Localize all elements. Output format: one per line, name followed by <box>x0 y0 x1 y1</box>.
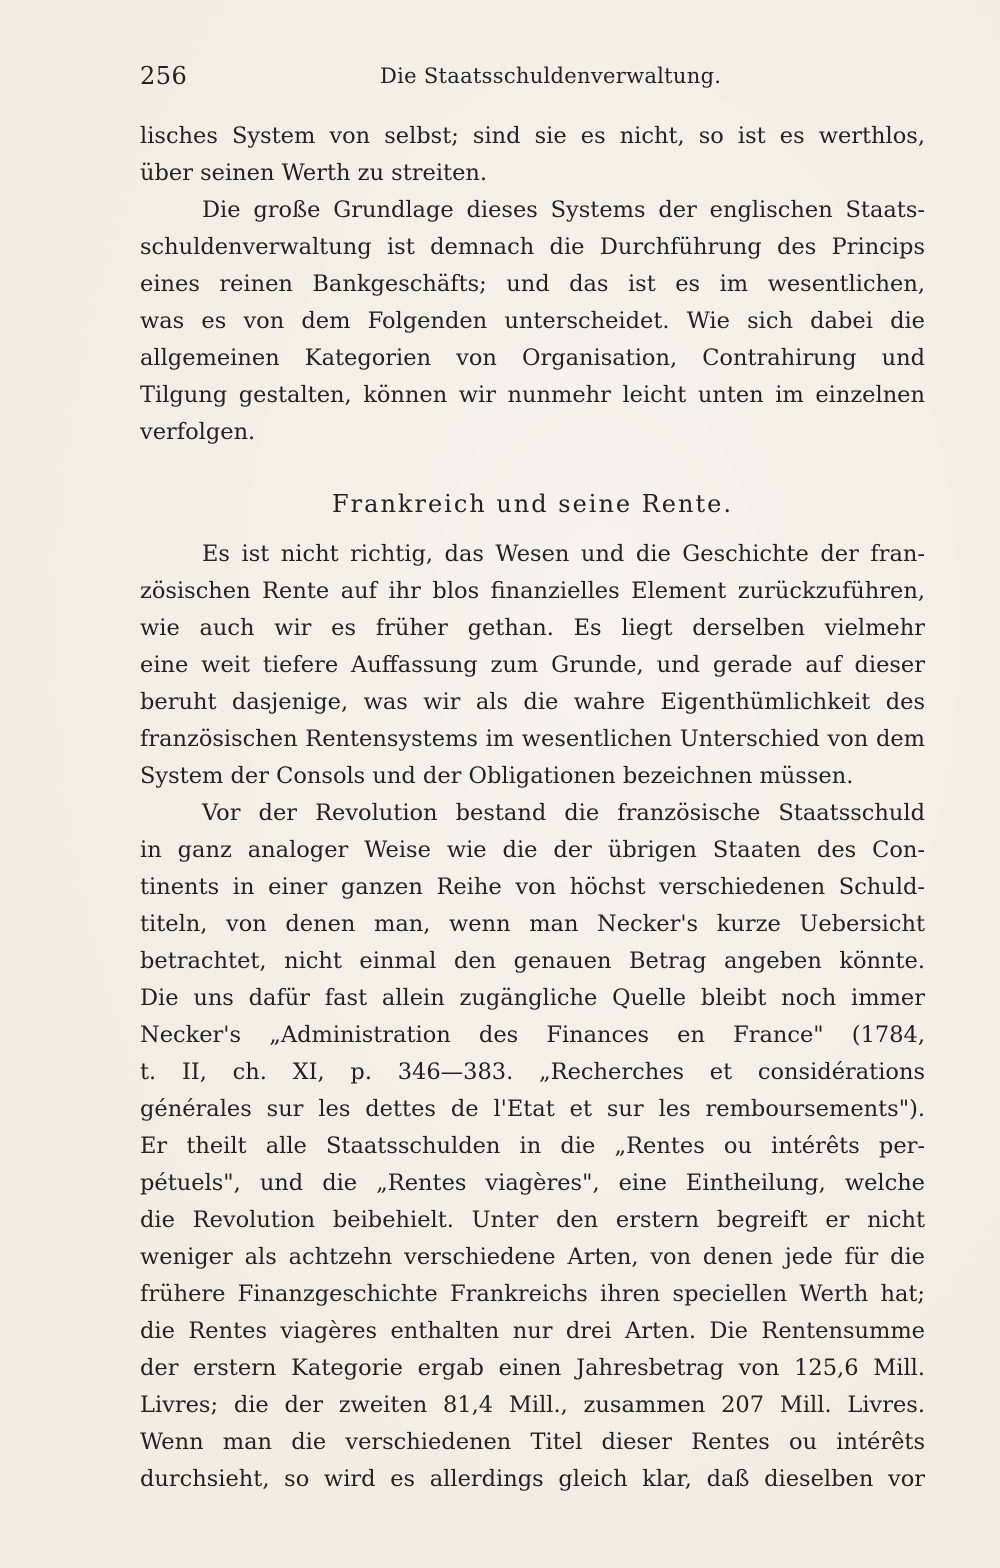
body-text <box>140 118 925 1498</box>
text-line: Vor der Revolution bestand die französische Staatsschuld <box>202 800 925 826</box>
paragraph <box>140 536 925 795</box>
text-line: die Revolution beibehielt. Unter den erstern begreift er nicht <box>140 1207 925 1233</box>
text-line: wie auch wir es früher gethan. Es liegt derselben vielmehr <box>140 615 925 641</box>
paragraph-continuation <box>140 118 925 192</box>
paragraph <box>140 795 925 1498</box>
text-line: weniger als achtzehn verschiedene Arten, von denen jede für die <box>140 1244 925 1270</box>
text-line: durchsieht, so wird es allerdings gleich klar, daß dieselben vor <box>140 1466 925 1492</box>
text-line: eines reinen Bankgeschäfts; und das ist es im wesentlichen, <box>140 271 925 297</box>
text-line: in ganz analoger Weise wie die der übrigen Staaten des Con- <box>140 837 925 863</box>
text-line: pétuels", und die „Rentes viagères", eine Eintheilung, welche <box>140 1170 925 1196</box>
text-line: beruht dasjenige, was wir als die wahre Eigenthümlichkeit des <box>140 689 925 715</box>
text-line: Er theilt alle Staatsschulden in die „Rentes ou intérêts per- <box>140 1133 925 1159</box>
text-line: générales sur les dettes de l'Etat et sur les remboursements"). <box>140 1096 925 1122</box>
text-line: über seinen Werth zu streiten. <box>140 160 488 186</box>
text-line: System der Consols und der Obligationen bezeichnen müssen. <box>140 763 854 789</box>
text-line: Es ist nicht richtig, das Wesen und die Geschichte der fran- <box>202 541 925 567</box>
text-line: frühere Finanzgeschichte Frankreichs ihren speciellen Werth hat; <box>140 1281 925 1307</box>
text-line: der erstern Kategorie ergab einen Jahresbetrag von 125,6 Mill. <box>140 1355 925 1381</box>
text-line: französischen Rentensystems im wesentlichen Unterschied von dem <box>140 726 925 752</box>
section-heading: Frankreich und seine Rente. <box>332 490 733 518</box>
text-line: Necker's „Administration des Finances en France" (1784, <box>140 1022 925 1048</box>
text-line: zösischen Rente auf ihr blos finanzielles Element zurückzuführen, <box>140 578 925 604</box>
text-line: schuldenverwaltung ist demnach die Durchführung des Princips <box>140 234 925 260</box>
text-line: t. II, ch. XI, p. 346—383. „Recherches et considérations <box>140 1059 925 1085</box>
running-head: Die Staatsschuldenverwaltung. <box>380 64 722 88</box>
text-line: Die große Grundlage dieses Systems der englischen Staats- <box>202 197 925 223</box>
text-line: Tilgung gestalten, können wir nunmehr leicht unten im einzelnen <box>140 382 925 408</box>
text-line: tinents in einer ganzen Reihe von höchst verschiedenen Schuld- <box>140 874 925 900</box>
text-line: was es von dem Folgenden unterscheidet. Wie sich dabei die <box>140 308 925 334</box>
text-line: eine weit tiefere Auffassung zum Grunde, und gerade auf dieser <box>140 652 925 678</box>
page-header <box>140 62 925 98</box>
text-line: titeln, von denen man, wenn man Necker's kurze Uebersicht <box>140 911 925 937</box>
text-line: lisches System von selbst; sind sie es nicht, so ist es werthlos, <box>140 123 925 149</box>
text-line: verfolgen. <box>140 419 256 445</box>
page-number: 256 <box>140 62 188 90</box>
text-line: betrachtet, nicht einmal den genauen Betrag angeben könnte. <box>140 948 925 974</box>
text-line: allgemeinen Kategorien von Organisation, Contrahirung und <box>140 345 925 371</box>
text-line: Livres; die der zweiten 81,4 Mill., zusammen 207 Mill. Livres. <box>140 1392 925 1418</box>
text-line: Die uns dafür fast allein zugängliche Quelle bleibt noch immer <box>140 985 925 1011</box>
text-line: die Rentes viagères enthalten nur drei Arten. Die Rentensumme <box>140 1318 925 1344</box>
text-line: Wenn man die verschiedenen Titel dieser Rentes ou intérêts <box>140 1429 925 1455</box>
paragraph <box>140 192 925 451</box>
